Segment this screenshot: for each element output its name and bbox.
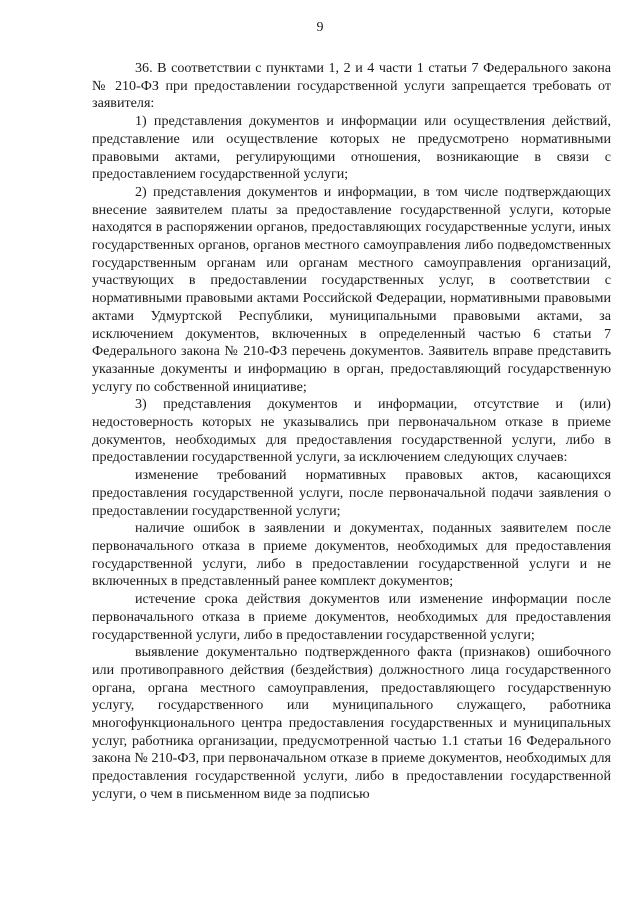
paragraph-case-errors: наличие ошибок в заявлении и документах, поданных заявителем после первоначального отказа в приеме документов, необходимых для предоставления государственной услуги, либо в предоставлении государственной услуги и не включенных в представленный ранее комплект документов; <box>92 520 611 590</box>
paragraph-subitem-2: 2) представления документов и информации, в том числе подтверждающих внесение заявителем платы за предоставление государственной услуги, которые находятся в распоряжении органов, предоставляющих государственные услуги, иных государственных органов, органов местного самоуправления либо подведомственных государственным органам или органам местного самоуправления организаций, участвующих в предоставлении государственных услуг, в соответствии с нормативными правовыми актами Российской Федерации, нормативными правовыми актами Удмуртской Республики, муниципальными правовыми актами, за исключением документов, включенных в определенный частью 6 статьи 7 Федерального закона № 210-ФЗ перечень документов. Заявитель вправе представить указанные документы и информацию в орган, предоставляющий государственную услугу по собственной инициативе; <box>92 183 611 395</box>
paragraph-case-expiry: истечение срока действия документов или изменение информации после первоначального отказа в приеме документов, необходимых для предоставления государственной услуги, либо в предоставлении государственной услуги; <box>92 591 611 643</box>
paragraph-subitem-3: 3) представления документов и информации, отсутствие и (или) недостоверность которых не указывались при первоначальном отказе в приеме документов, необходимых для предоставления государственной услуги, либо в предоставлении государственной услуги, за исключением следующих случаев: <box>92 396 611 466</box>
paragraph-subitem-1: 1) представления документов и информации или осуществления действий, представление или осуществление которых не предусмотрено нормативными правовыми актами, регулирующими отношения, возникающие в связи с предоставлением государственной услуги; <box>92 113 611 183</box>
document-body <box>92 60 611 804</box>
paragraph-case-misconduct: выявление документально подтвержденного факта (признаков) ошибочного или противоправного действия (бездействия) должностного лица государственного органа, органа местного самоуправления, предоставляющего государственную услугу, государственного или муниципального служащего, работника многофункционального центра предоставления государственных и муниципальных услуг, работника организации, предусмотренной частью 1.1 статьи 16 Федерального закона № 210-ФЗ, при первоначальном отказе в приеме документов, необходимых для предоставления государственной услуги, либо в предоставлении государственной услуги, о чем в письменном виде за подписью <box>92 644 611 802</box>
paragraph-item-36: 36. В соответствии с пунктами 1, 2 и 4 части 1 статьи 7 Федерального закона № 210-ФЗ при предоставлении государственной услуги запрещается требовать от заявителя: <box>92 60 611 112</box>
page-number: 9 <box>316 20 324 35</box>
paragraph-case-requirements-change: изменение требований нормативных правовых актов, касающихся предоставления государственной услуги, после первоначальной подачи заявления о предоставлении государственной услуги; <box>92 467 611 519</box>
